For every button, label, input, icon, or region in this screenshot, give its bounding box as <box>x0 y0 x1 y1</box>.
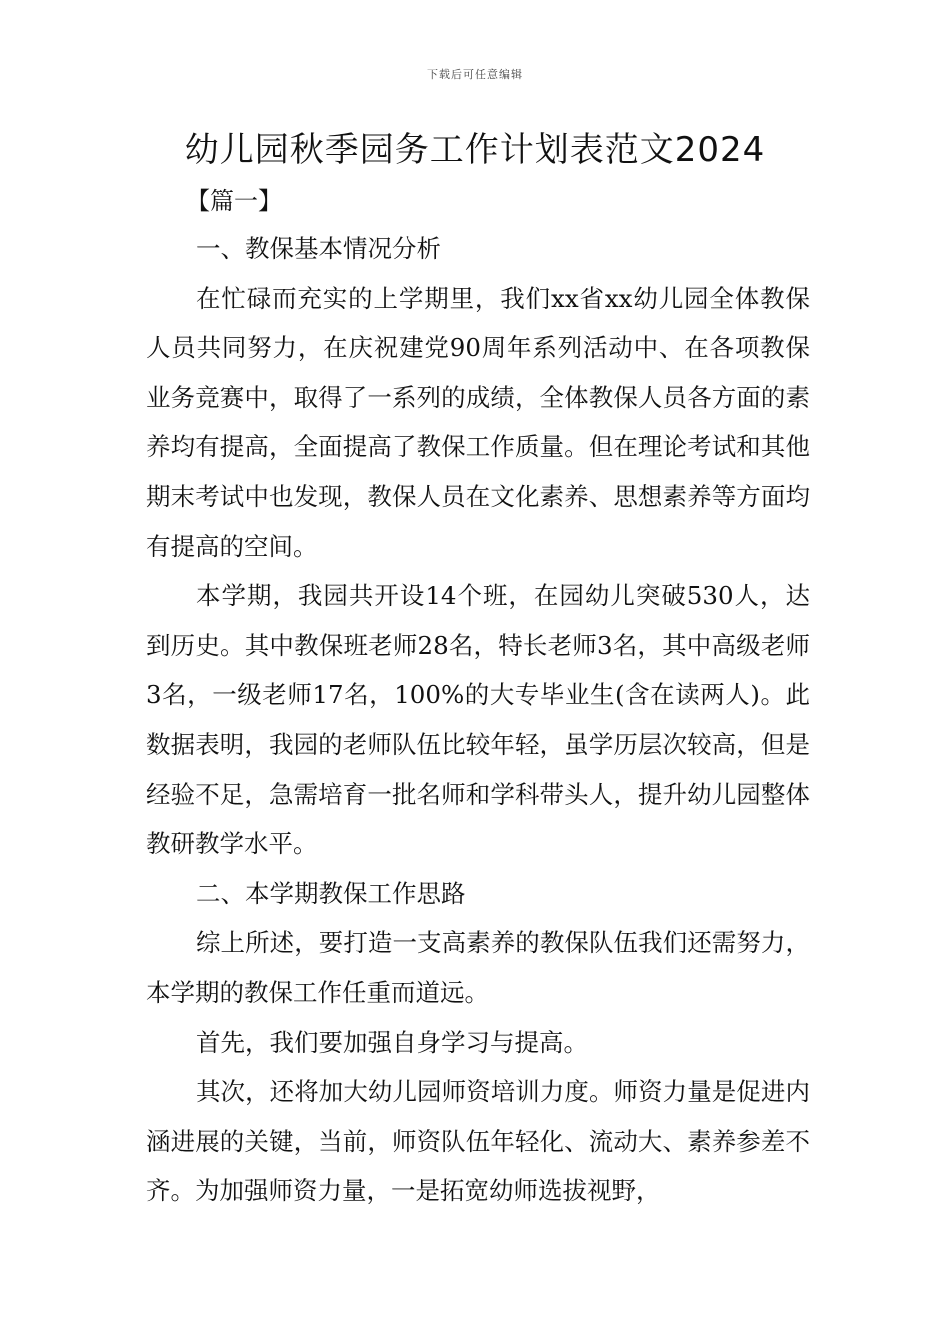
section-label: 【篇一】 <box>186 187 282 215</box>
section-heading-1: 一、教保基本情况分析 <box>196 234 441 263</box>
paragraph-4: 首先，我们要加强自身学习与提高。 <box>196 1027 588 1057</box>
paragraph-5: 其次，还将加大幼儿园师资培训力度。师资力量是促进内涵进展的关键，当前，师资队伍年轻化、流动大、素养参差不齐。为加强师资力量，一是拓宽幼师选拔视野， <box>146 1077 810 1206</box>
document-title: 幼儿园秋季园务工作计划表范文2024 <box>184 130 766 170</box>
paragraph-2: 本学期，我园共开设14个班，在园幼儿突破530人，达到历史。其中教保班老师28名，特长老师3名，其中高级老师3名，一级老师17名，100%的大专毕业生(含在读两人)。此数据表明，我园的老师队伍比较年轻，虽学历层次较高，但是经验不足，急需培育一批名师和学科带头人，提升幼儿园整体教研教学水平。 <box>146 581 810 859</box>
paragraph-1: 在忙碌而充实的上学期里，我们xx省xx幼儿园全体教保人员共同努力，在庆祝建党90周年系列活动中、在各项教保业务竞赛中，取得了一系列的成绩，全体教保人员各方面的素养均有提高，全面提高了教保工作质量。但在理论考试和其他期末考试中也发现，教保人员在文化素养、思想素养等方面均有提高的空间。 <box>146 283 810 561</box>
section-heading-2: 二、本学期教保工作思路 <box>196 878 466 908</box>
paragraph-3: 综上所述，要打造一支高素养的教保队伍我们还需努力，本学期的教保工作任重而道远。 <box>146 928 810 1007</box>
header-note: 下载后可任意编辑 <box>427 68 523 81</box>
document-body <box>146 178 810 1216</box>
